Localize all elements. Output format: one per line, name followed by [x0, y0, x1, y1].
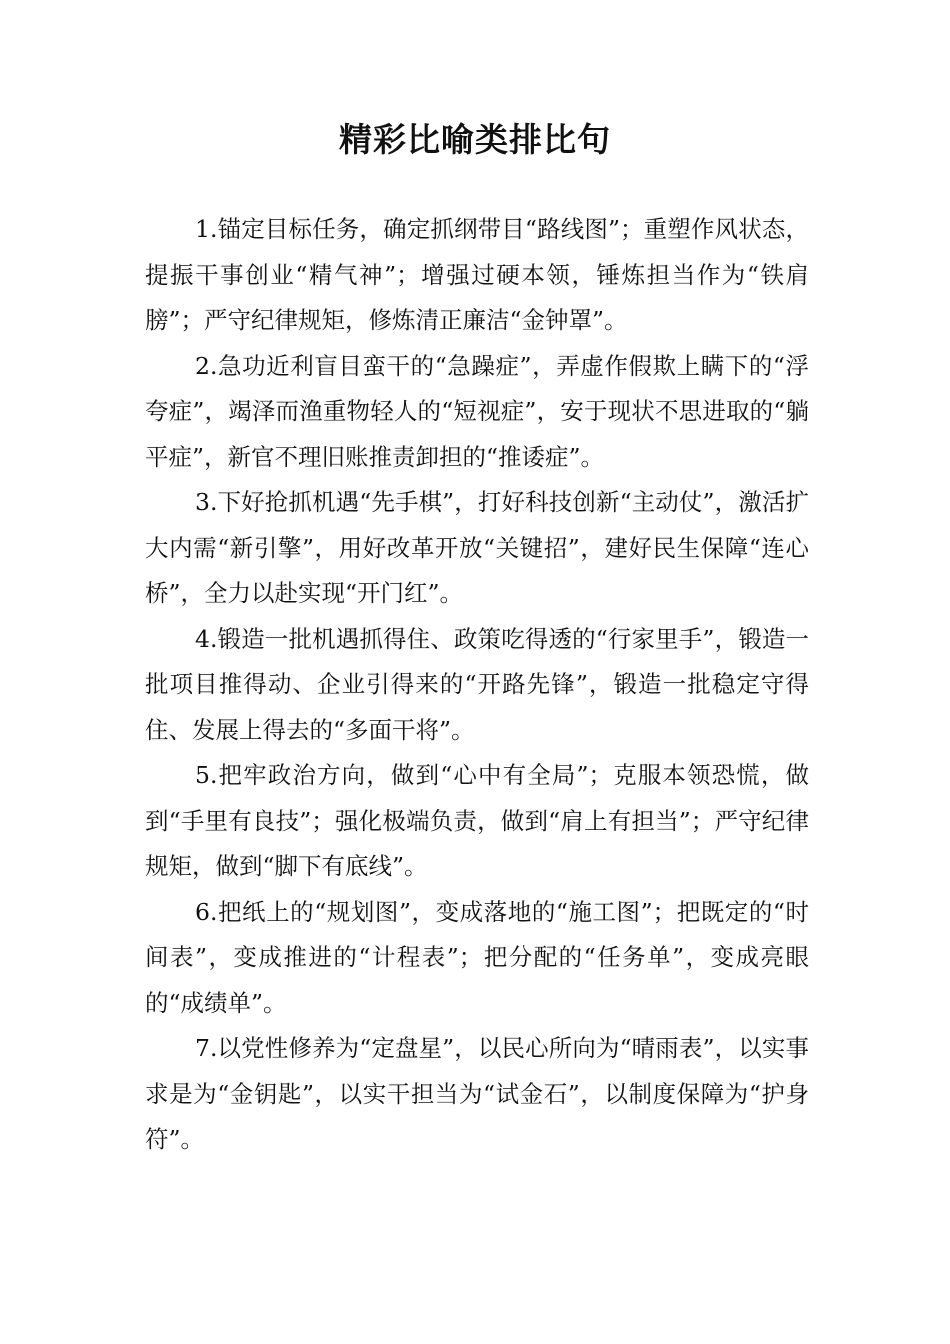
- paragraph-4: 4.锻造一批机遇抓得住、政策吃得透的“行家里手”，锻造一批项目推得动、企业引得来的“开路先锋”，锻造一批稳定守得住、发展上得去的“多面干将”。: [145, 624, 809, 744]
- document-title: 精彩比喻类排比句: [339, 120, 611, 159]
- paragraph-5: 5.把牢政治方向，做到“心中有全局”；克服本领恐慌，做到“手里有良技”；强化极端负责，做到“肩上有担当”；严守纪律规矩，做到“脚下有底线”。: [145, 761, 809, 880]
- paragraph-6: 6.把纸上的“规划图”，变成落地的“施工图”；把既定的“时间表”，变成推进的“计程表”；把分配的“任务单”，变成亮眼的“成绩单”。: [145, 897, 809, 1017]
- paragraph-7: 7.以党性修养为“定盘星”，以民心所向为“晴雨表”，以实事求是为“金钥匙”，以实干担当为“试金石”，以制度保障为“护身符”。: [145, 1034, 809, 1153]
- paragraph-3: 3.下好抢抓机遇“先手棋”，打好科技创新“主动仗”，激活扩大内需“新引擎”，用好改革开放“关键招”，建好民生保障“连心桥”，全力以赴实现“开门红”。: [145, 488, 809, 607]
- paragraph-1: 1.锚定目标任务，确定抓纲带目“路线图”；重塑作风状态，提振干事创业“精气神”；增强过硬本领，锤炼担当作为“铁肩膀”；严守纪律规矩，修炼清正廉洁“金钟罩”。: [145, 215, 809, 334]
- paragraph-2: 2.急功近利盲目蛮干的“急躁症”，弄虚作假欺上瞒下的“浮夸症”，竭泽而渔重物轻人的“短视症”，安于现状不思进取的“躺平症”，新官不理旧账推责卸担的“推诿症”。: [145, 351, 809, 471]
- document-body: [145, 207, 809, 1163]
